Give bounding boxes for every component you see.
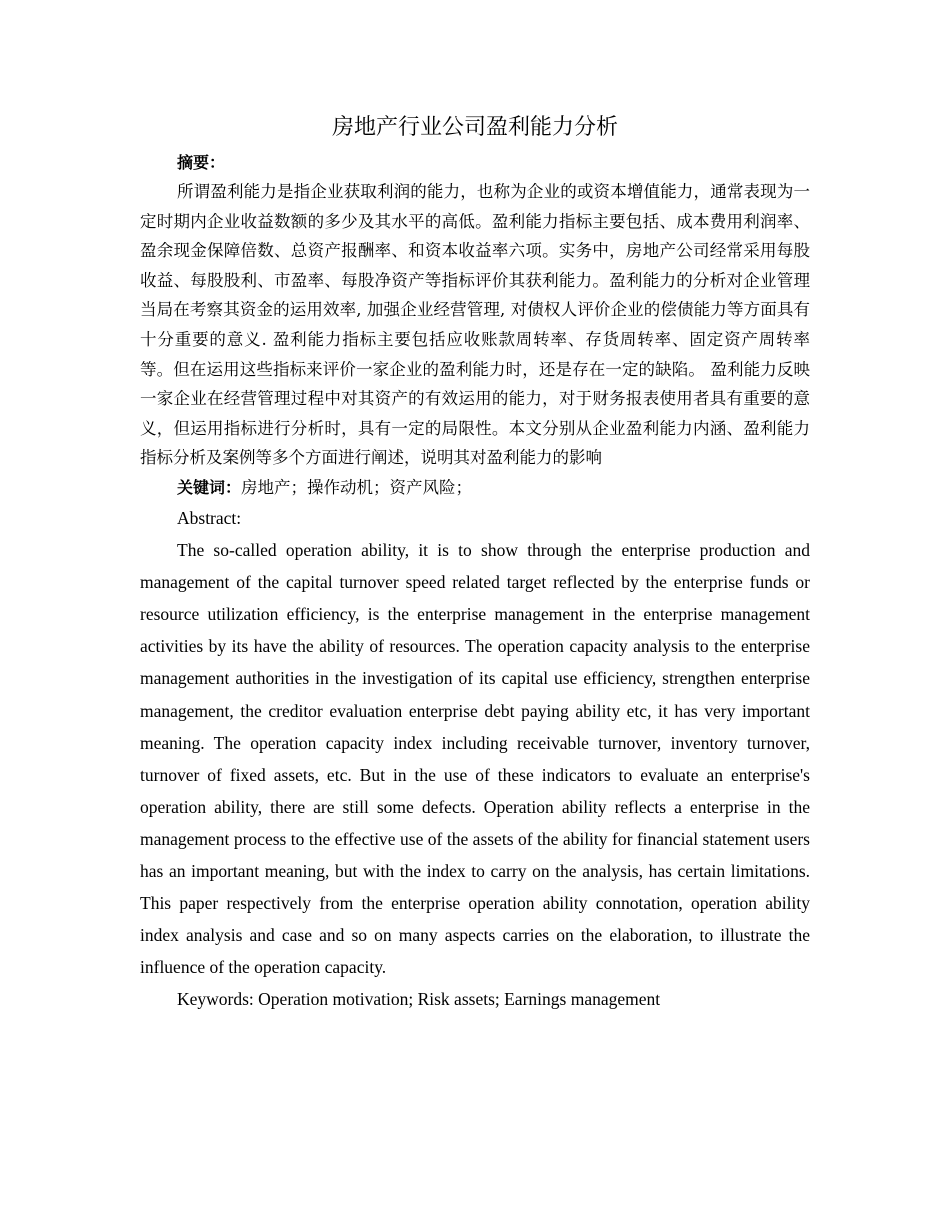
en-keywords-line xyxy=(140,983,810,1015)
document-page xyxy=(140,108,810,1015)
en-abstract-text: The so-called operation ability, it is to show through the enterprise production and management of the capital turnover speed related target reflected by the enterprise funds or resource utilization efficiency, is the enterprise management in the enterprise management activities by its have the ability of resources. The operation capacity analysis to the enterprise management authorities in the investigation of its capital use efficiency, strengthen enterprise management, the creditor evaluation enterprise debt paying ability etc, it has very important meaning. The operation capacity index including receivable turnover, inventory turnover, turnover of fixed assets, etc. But in the use of these indicators to evaluate an enterprise's operation ability, there are still some defects. Operation ability reflects a enterprise in the management process to the effective use of the assets of the ability for financial statement users has an important meaning, but with the index to carry on the analysis, has certain limitations. This paper respectively from the enterprise operation ability connotation, operation ability index analysis and case and so on many aspects carries on the elaboration, to illustrate the influence of the operation capacity. xyxy=(140,540,810,978)
cn-abstract-text: 所谓盈利能力是指企业获取利润的能力，也称为企业的或资本增值能力，通常表现为一定时期内企业收益数额的多少及其水平的高低。盈利能力指标主要包括、成本费用利润率、盈余现金保障倍数、总资产报酬率、和资本收益率六项。实务中，房地产公司经常采用每股收益、每股股利、市盈率、每股净资产等指标评价其获利能力。盈利能力的分析对企业管理当局在考察其资金的运用效率, 加强企业经营管理, 对债权人评价企业的偿债能力等方面具有十分重要的意义. 盈利能力指标主要包括应收账款周转率、存货周转率、固定资产周转率等。但在运用这些指标来评价一家企业的盈利能力时，还是存在一定的缺陷。 盈利能力反映一家企业在经营管理过程中对其资产的有效运用的能力，对于财务报表使用者具有重要的意义，但运用指标进行分析时，具有一定的局限性。本文分别从企业盈利能力内涵、盈利能力指标分析及案例等多个方面进行阐述，说明其对盈利能力的影响 xyxy=(140,182,810,468)
cn-abstract-label: 摘要： xyxy=(177,153,226,172)
english-abstract-section xyxy=(140,502,810,1016)
cn-abstract-label-line xyxy=(140,148,810,177)
page-title: 房地产行业公司盈利能力分析 xyxy=(331,115,618,140)
chinese-abstract-section xyxy=(140,148,810,502)
cn-keywords-label: 关键词： xyxy=(177,477,242,497)
en-keywords-text: Operation motivation; Risk assets; Earnings management xyxy=(253,989,661,1010)
en-keywords-label: Keywords: xyxy=(177,989,254,1010)
cn-keywords-line xyxy=(140,473,810,502)
en-abstract-label-line xyxy=(140,502,810,534)
cn-keywords-text: 房地产；操作动机；资产风险； xyxy=(241,477,473,497)
en-abstract-label: Abstract: xyxy=(177,507,242,528)
